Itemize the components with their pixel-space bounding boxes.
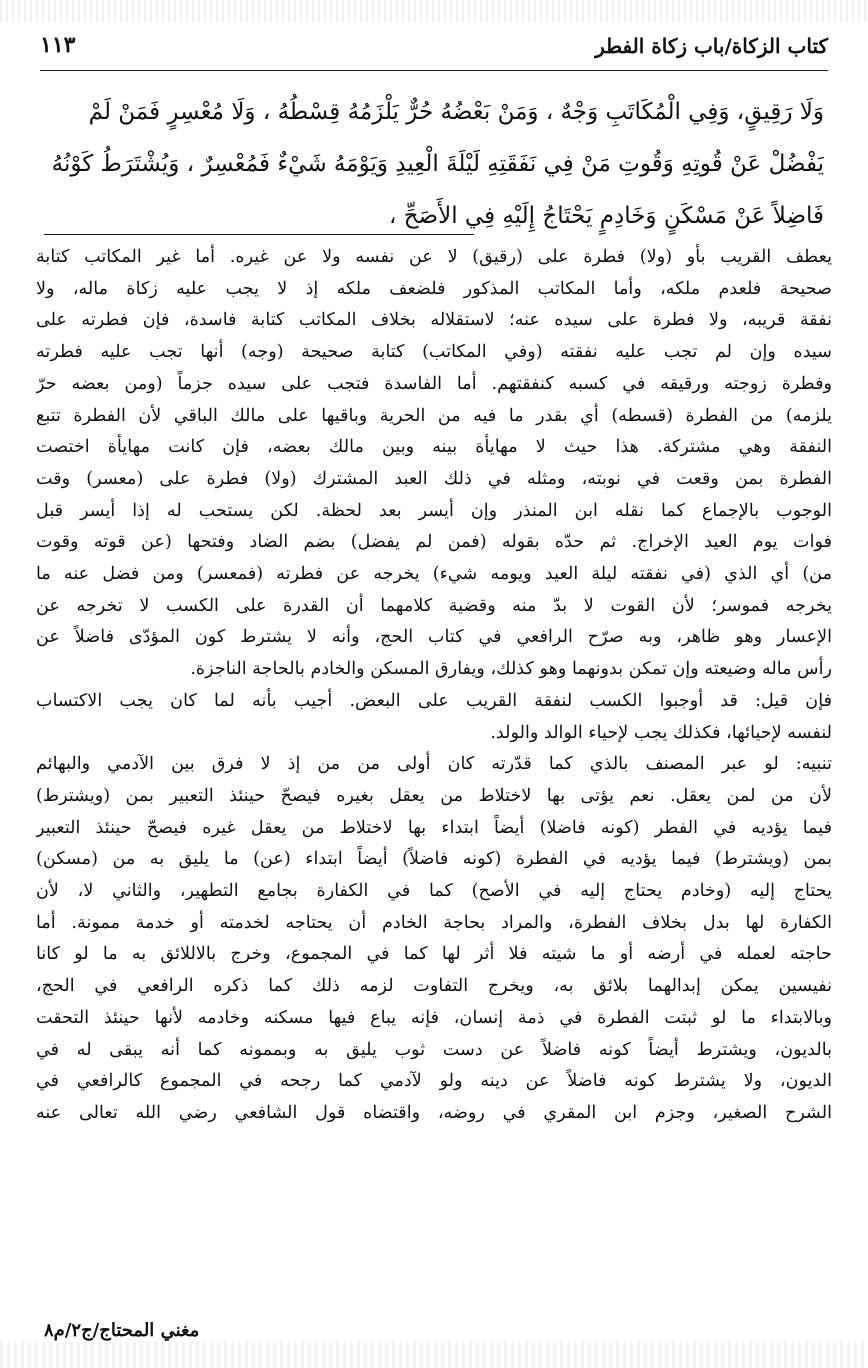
commentary-line: الديون، ولا يشترط كونه فاضلاً عن دينه ولو لآدمي كما رجحه في المجموع كالرافعي في xyxy=(36,1071,832,1092)
commentary-line: النفقة وهي مشتركة. هذا حيث لا مهايأة بينه وبين مالك بعضه، فإن كانت مهايأة اختصت xyxy=(36,437,832,458)
page-number: ١١٣ xyxy=(40,32,76,58)
page-header xyxy=(40,28,828,68)
commentary-line: تنبيه: لو عبر المصنف بالذي كما قدّرته كان أولى من من إذ لا فرق بين الآدمي والبهائم xyxy=(36,754,832,775)
commentary-line: الفطرة بمن وقعت في نوبته، ومثله في ذلك العبد المشترك (ولا) فطرة على (معسر) وقت xyxy=(36,468,832,489)
commentary-line: الإعسار وهو ظاهر، وبه صرّح الرافعي في كتاب الحج، وأنه لا يشترط كون المؤدّى فاضلاً عن xyxy=(36,627,832,648)
commentary-line: يعطف القريب بأو (ولا) فطرة على (رقيق) لا عن نفسه ولا عن غيره. أما غير المكاتب كتابة xyxy=(36,247,832,267)
commentary-line: بالديون، ويشترط أيضاً كونه فاضلاً عن دست ثوب يليق به وبممونه كما أنه يبقى له في xyxy=(36,1039,832,1060)
commentary-line: فوات يوم العيد الإخراج. ثم حدّه بقوله (فمن لم يفضل) بضم الضاد وفتحها (عن قوته وقوت xyxy=(36,532,832,553)
commentary-text xyxy=(36,242,832,1130)
matn-line: فَاضِلاً عَنْ مَسْكَنٍ وَخَادِمٍ يَحْتَاجُ إِلَيْهِ فِي الأَصَحِّ ، xyxy=(388,203,824,229)
matn-line: وَلَا رَقِيقٍ، وَفِي الْمُكَاتَبِ وَجْهٌ ، وَمَنْ بَعْضُهُ حُرٌّ يَلْزَمُهُ قِسْطُهُ ، وَلَا مُعْسِرٍ فَمَنْ لَمْ xyxy=(88,99,824,125)
commentary-line: صحيحة فلعدم ملكه، وأما المكاتب المذكور فلضعف ملكه إذ لا يجب عليه زكاة ماله، ولا xyxy=(36,278,832,299)
commentary-line: وفطرة زوجته ورقيقه في كسبه كنفقتهم. أما الفاسدة فتجب على سيده جزماً (ومن بعضه حرّ xyxy=(36,373,832,394)
commentary-line: سيده وإن لم تجب عليه نفقته (وفي المكاتب) كتابة صحيحة (وجه) أنها تجب عليه فطرته xyxy=(36,342,832,363)
commentary-line: لنفسه لإحيائها، فكذلك يجب لإحياء الوالد والولد. xyxy=(490,722,832,743)
commentary-line: رأس ماله وضيعته وإن تمكن بدونهما وهو كذلك، ويفارق المسكن والخادم بالحاجة الناجزة. xyxy=(190,659,832,680)
matn-text xyxy=(44,86,824,242)
commentary-line: يلزمه) من الفطرة (قسطه) أي بقدر ما فيه من الحرية وباقيها على مالك الباقي لأن الفطرة تتبع xyxy=(36,405,832,426)
commentary-line: بمن (ويشترط) فيما يؤديه في الفطرة (كونه فاضلاً) أيضاً ابتداء (عن) ما يليق به من (مسكن) xyxy=(36,849,832,870)
running-title: كتاب الزكاة/باب زكاة الفطر xyxy=(595,34,828,58)
header-rule xyxy=(40,70,828,71)
scan-edge-bottom xyxy=(0,1342,868,1368)
matn-separator-rule xyxy=(44,234,474,235)
commentary-line: يحتاج إليه (وخادم يحتاج إليه في الأصح) كما في الكفارة بجامع التطهير، والثاني لا، لأن xyxy=(36,881,832,902)
commentary-line: يخرجه فموسر؛ لأن القوت لا بدّ منه وقضية كلامهما أن القدرة على الكسب لا تخرجه عن xyxy=(36,595,832,616)
commentary-line: نفقة قريبه، ولا فطرة على سيده عنه؛ لاستقلاله بخلاف المكاتب كتابة فاسدة، فإن فطرته على xyxy=(36,310,832,331)
commentary-line: الوجوب بالإجماع كما نقله ابن المنذر وإن أيسر بعد لحظة. لكن يستحب له إذا أيسر قبل xyxy=(36,500,832,521)
signature-mark: مغني المحتاج/ج٢/م٨ xyxy=(44,1320,200,1341)
commentary-line: نفيسين يمكن إبدالهما بلائق به، ويخرج التفاوت لزمه ذلك كما ذكره الرافعي في الحج، xyxy=(36,976,832,997)
scan-edge-top xyxy=(0,0,868,22)
commentary-line: حاجته لعمله في أرضه أو ما شيته فلا أثر لها كما في المجموع، وخرج بالاللائق به ما لو كانا xyxy=(36,944,832,965)
commentary-line: وبالابتداء ما لو ثبتت الفطرة في ذمة إنسان، فإنه يباع فيها مسكنه وخادمه لأنها حينئذ التحقت xyxy=(36,1007,832,1028)
matn-line: يَفْضُلْ عَنْ قُوتِهِ وَقُوتِ مَنْ فِي نَفَقَتِهِ لَيْلَةَ الْعِيدِ وَيَوْمَهُ شَيْءٌ فَمُعْسِرٌ ، وَيُشْتَرَطُ كَوْنُهُ xyxy=(51,151,824,177)
commentary-line: من) أي الذي (في نفقته ليلة العيد ويومه شيء) يخرجه عن فطرته (فمعسر) ومن فضل عنه ما xyxy=(36,564,832,585)
commentary-line: الشرح الصغير، وجزم ابن المقري في روضه، واقتضاه قول الشافعي رضي الله تعالى عنه xyxy=(36,1102,832,1123)
commentary-line: لأن من لمن يعقل. نعم يؤتى بها لاختلاط من يعقل بغيره فيصحّ حينئذ التعبير بمن (ويشترط) xyxy=(36,785,832,806)
commentary-line: الكفارة لها بدل بخلاف الفطرة، والمراد بحاجة الخادم أن يحتاجه لخدمته أو خدمة ممونة. أما xyxy=(36,912,832,933)
commentary-line: فيما يؤديه في الفطر (كونه فاضلا) أيضاً ابتداء بها لاختلاط من يعقل غيره فيصحّ حينئذ التعبير xyxy=(36,817,832,838)
commentary-line: فإن قيل: قد أوجبوا الكسب لنفقة القريب على البعض. أجيب بأنه لما كان يجب الاكتساب xyxy=(36,690,832,711)
